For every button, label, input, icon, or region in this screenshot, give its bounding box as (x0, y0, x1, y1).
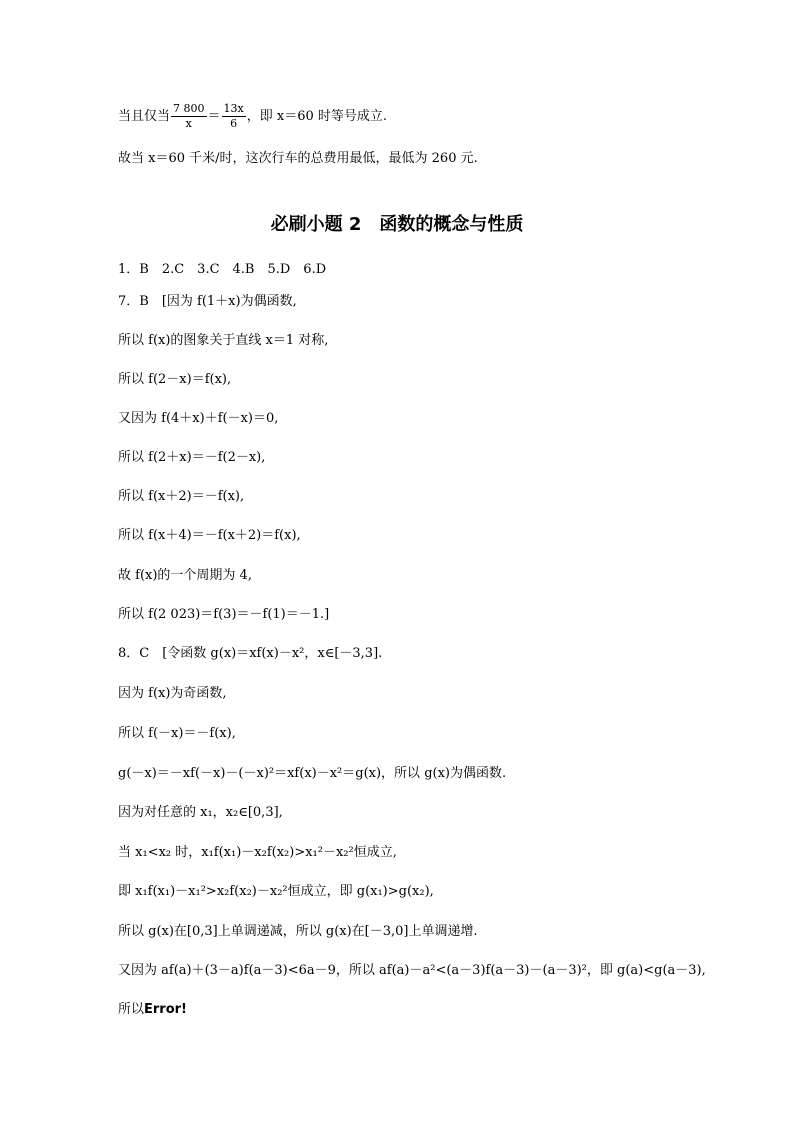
q8-line: 所以 g(x)在[0,3]上单调递减，所以 g(x)在[－3,0]上单调递增. (118, 924, 478, 939)
q7-line: 所以 f(2 023)＝f(3)＝－f(1)＝－1.] (118, 607, 330, 622)
text: 所以 (118, 1002, 145, 1017)
fraction-7800-over-x (171, 102, 207, 131)
q8-line-error (118, 1001, 187, 1019)
q7-line: 故 f(x)的一个周期为 4, (118, 568, 252, 583)
fraction-denominator: x (185, 117, 192, 130)
fraction-13x-over-6 (222, 102, 246, 131)
q7-line: 所以 f(2＋x)＝－f(2－x), (118, 450, 266, 465)
q8-line: 即 x₁f(x₁)－x₁²>x₂f(x₂)－x₂²恒成立，即 g(x₁)>g(x₂), (118, 884, 434, 899)
fraction-denominator: 6 (230, 117, 238, 130)
line-conclusion: 故当 x＝60 千米/时，这次行车的总费用最低，最低为 260 元. (118, 151, 478, 166)
fraction-numerator: 13x (223, 102, 244, 115)
q8-line: 8．C [令函数 g(x)＝xf(x)－x²，x∈[－3,3]. (118, 646, 383, 661)
text: ，即 x＝60 时等号成立. (246, 109, 388, 124)
fraction-numerator: 7 800 (173, 102, 205, 115)
q8-line: 因为对任意的 x₁，x₂∈[0,3], (118, 805, 283, 820)
answer-key: 1．B 2.C 3.C 4.B 5.D 6.D (118, 262, 327, 277)
q7-line: 7．B [因为 f(1＋x)为偶函数, (118, 294, 297, 309)
text: 当且仅当 (118, 109, 171, 124)
q8-line: 当 x₁<x₂ 时，x₁f(x₁)－x₂f(x₂)>x₁²－x₂²恒成立, (118, 845, 397, 860)
line-equality-condition (118, 102, 387, 131)
error-text: Error! (144, 1002, 187, 1017)
q7-line: 所以 f(x)的图象关于直线 x＝1 对称, (118, 333, 329, 348)
q8-line: 因为 f(x)为奇函数, (118, 686, 227, 701)
q7-line: 所以 f(2－x)＝f(x), (118, 372, 232, 387)
q8-line: 所以 f(－x)＝－f(x), (118, 726, 236, 741)
q8-line: 又因为 af(a)＋(3－a)f(a－3)<6a－9，所以 af(a)－a²<(a－3)f(a－3)－(a－3)²，即 g(a)<g(a－3), (118, 963, 706, 978)
q8-line: g(－x)＝－xf(－x)－(－x)²＝xf(x)－x²＝g(x)，所以 g(x)为偶函数. (118, 766, 507, 781)
text: ＝ (207, 109, 221, 124)
q7-line: 所以 f(x＋2)＝－f(x), (118, 489, 245, 504)
section-title: 必刷小题 2 函数的概念与性质 (270, 214, 524, 235)
q7-line: 又因为 f(4＋x)＋f(－x)＝0, (118, 411, 279, 426)
q7-line: 所以 f(x＋4)＝－f(x＋2)＝f(x), (118, 528, 301, 543)
